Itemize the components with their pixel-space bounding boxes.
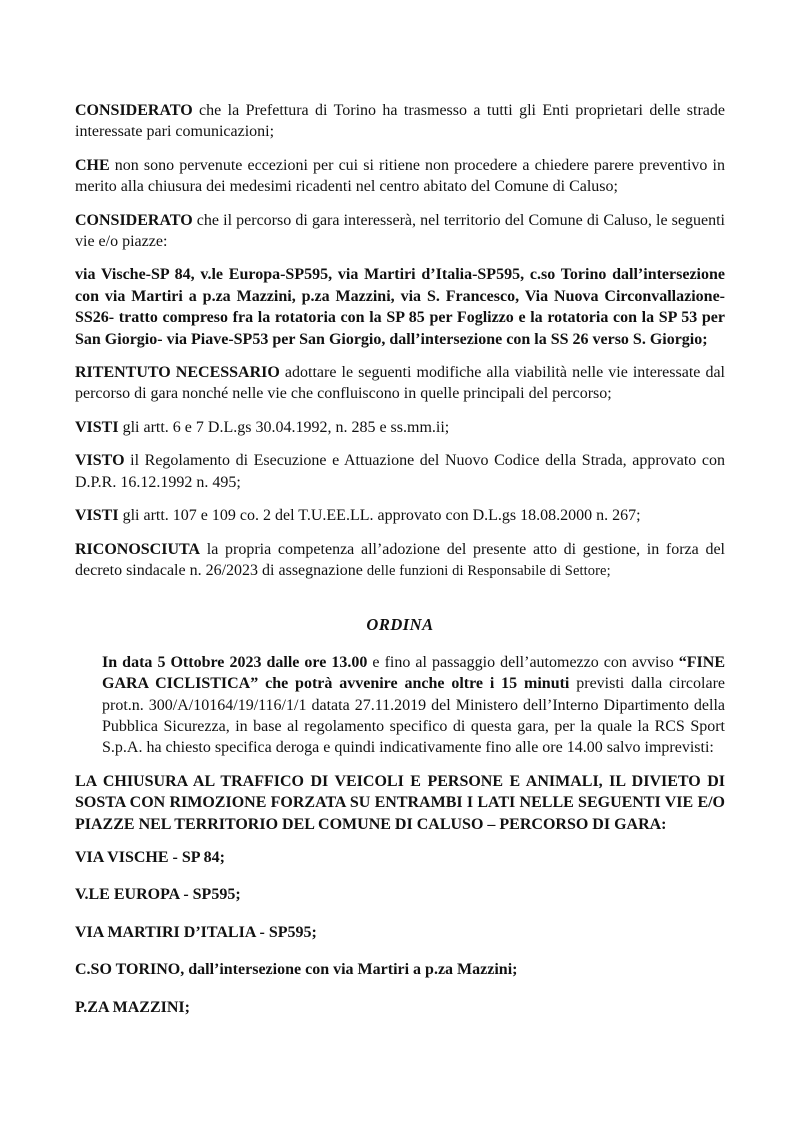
paragraph-visti-tueell bbox=[75, 505, 725, 526]
paragraph-body: gli artt. 6 e 7 D.L.gs 30.04.1992, n. 285 e ss.mm.ii; bbox=[118, 418, 450, 436]
paragraph-lead: VISTO bbox=[75, 452, 125, 470]
street-item-cso-torino: C.SO TORINO, dall’intersezione con via Martiri a p.za Mazzini; bbox=[75, 961, 518, 979]
street-item-via-vische: VIA VISCHE - SP 84; bbox=[75, 848, 225, 866]
order-heading: ORDINA bbox=[366, 615, 434, 635]
paragraph-lead: RICONOSCIUTA bbox=[75, 540, 201, 558]
paragraph-lead: CONSIDERATO bbox=[75, 211, 193, 229]
paragraph-route-list: via Vische-SP 84, v.le Europa-SP595, via Martiri d’Italia-SP595, c.so Torino dall’intersezione con via Martiri a p.za Mazzini, p.za Mazzini, via S. Francesco, Via Nuova Circonvallazione-SS26- tratto compreso fra la rotatoria con la SP 85 per Foglizzo e la rotatoria con la SP 53 per San Giorgio- via Piave-SP53 per San Giorgio, dall’intersezione con la SS 26 verso S. Giorgio; bbox=[75, 266, 725, 348]
paragraph-body: adottare le seguenti modifiche alla viabilità nelle vie interessate dal percorso di gara nonché nelle vie che confluiscono in quelle principali del percorso; bbox=[75, 364, 726, 403]
paragraph-ritentuto-necessario bbox=[75, 362, 725, 405]
paragraph-body: non sono pervenute eccezioni per cui si ritiene non procedere a chiedere parere preventivo in merito alla chiusura dei medesimi ricadenti nel centro abitato del Comune di Caluso; bbox=[75, 156, 725, 196]
order-date-bold: In data 5 Ottobre 2023 dalle ore 13.00 bbox=[102, 653, 368, 671]
paragraph-lead: CONSIDERATO bbox=[75, 102, 193, 119]
street-item-pza-mazzini: P.ZA MAZZINI; bbox=[75, 998, 190, 1016]
paragraph-body: il Regolamento di Esecuzione e Attuazione del Nuovo Codice della Strada, approvato con D.P.R. 16.12.1992 n. 495; bbox=[75, 452, 725, 491]
order-fine-gara-bold: “FINE GARA CICLISTICA” che potrà avvenire anche oltre i 15 minuti bbox=[102, 653, 725, 693]
paragraph-lead: VISTI bbox=[75, 507, 119, 525]
street-item-via-martiri: VIA MARTIRI D’ITALIA - SP595; bbox=[75, 923, 317, 941]
paragraph-order-intro bbox=[102, 652, 725, 759]
paragraph-body: che il percorso di gara interesserà, nel territorio del Comune di Caluso, le seguenti vie e/o piazze: bbox=[75, 211, 725, 251]
paragraph-considerato-percorso bbox=[75, 210, 725, 253]
paragraph-riconosciuta bbox=[75, 539, 725, 583]
paragraph-visto-regolamento bbox=[75, 450, 725, 493]
paragraph-body: la propria competenza all’adozione del presente atto di gestione, in forza del decreto sindacale n. 26/2023 di assegnazione bbox=[75, 540, 725, 579]
paragraph-body: gli artt. 107 e 109 co. 2 del T.U.EE.LL. approvato con D.L.gs 18.08.2000 n. 267; bbox=[118, 507, 641, 525]
order-intro-text: e fino al passaggio dell’automezzo con avviso bbox=[367, 653, 679, 671]
paragraph-closure-order: LA CHIUSURA AL TRAFFICO DI VEICOLI E PERSONE E ANIMALI, IL DIVIETO DI SOSTA CON RIMOZIONE FORZATA SU ENTRAMBI I LATI NELLE SEGUENTI VIE E/O PIAZZE NEL TERRITORIO DEL COMUNE DI CALUSO – PERCORSO DI GARA: bbox=[75, 772, 725, 833]
paragraph-lead: VISTI bbox=[75, 418, 119, 436]
paragraph-body-alt-font: delle funzioni di Responsabile di Settore; bbox=[366, 562, 611, 579]
paragraph-che-eccezioni bbox=[75, 155, 725, 198]
paragraph-lead: CHE bbox=[75, 156, 110, 174]
paragraph-lead: RITENTUTO NECESSARIO bbox=[75, 364, 280, 382]
street-item-vle-europa: V.LE EUROPA - SP595; bbox=[75, 886, 241, 904]
paragraph-visti-artt-6-7 bbox=[75, 417, 725, 438]
paragraph-considerato-prefettura bbox=[75, 100, 725, 143]
paragraph-body: che la Prefettura di Torino ha trasmesso a tutti gli Enti proprietari delle strade interessate pari comunicazioni; bbox=[75, 102, 725, 141]
order-intro-text: previsti dalla circolare prot.n. 300/A/10164/19/116/1/1 datata 27.11.2019 del Ministero dell’Interno Dipartimento della Pubblica Sicurezza, in base al regolamento specifico di questa gara, per la quale la RCS Sport S.p.A. ha chiesto specifica deroga e quindi indicativamente fino alle ore 14.00 salvo imprevisti: bbox=[102, 675, 725, 757]
